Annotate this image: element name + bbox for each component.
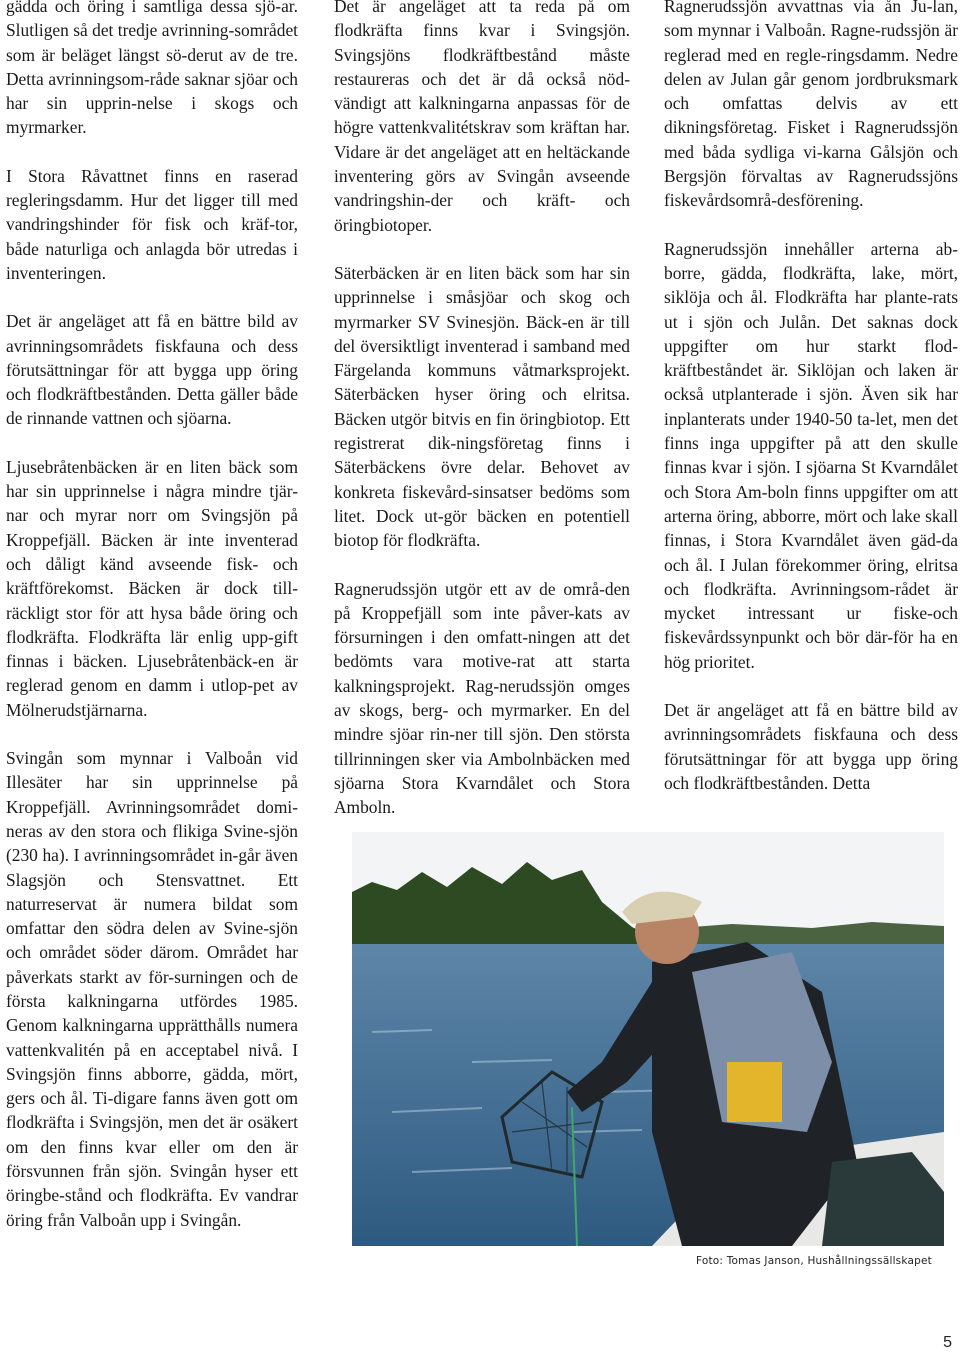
- photo-illustration: [352, 832, 944, 1246]
- page-number: 5: [943, 1334, 952, 1351]
- text-column-middle: [334, 0, 630, 844]
- paragraph: Svingån som mynnar i Valboån vid Illesäter har sin upprinnelse på Kroppefjäll. Avrinningsområdet domi-neras av den stora och flikiga Svine-sjön (230 ha). I avrinningsområdet in-går även Slagsjön och Stensvattnet. Ett naturreservat är numera bildat som omfattar den södra delen av Svine-sjön och området söder därom. Området har påverkats starkt av för-surningen och de första kalkningarna utfördes 1985. Genom kalkningarna upprätthålls numera vattenkvalitén på en acceptabel nivå. I Svingsjön finns abborre, gädda, mört, gers och ål. Ti-digare fanns även gott om flodkräfta i Svingsjön, men det är osäkert om den finns kvar eller om den är försvunnen från sjön. Svingån hyser ett öringbe-stånd och flodkräfta. Ev vandrar öring från Valboån upp i Svingån.: [6, 748, 298, 1230]
- photo-fisherman-with-crayfish-trap: [352, 832, 944, 1246]
- text-column-right: [664, 0, 958, 819]
- paragraph: Ragnerudssjön avvattnas via ån Ju-lan, som mynnar i Valboån. Ragne-rudssjön är reglerad med en regle-ringsdamm. Nedre delen av Julan går genom jordbruksmark och omfattas delvis av ett dikningsföretag. Fisket i Ragnerudssjön med båda sydliga vi-karna Gålsjön och Bergsjön förvaltas av Ragnerudssjöns fiskevårdsområ-desförening.: [664, 0, 958, 211]
- paragraph: I Stora Råvattnet finns en raserad regleringsdamm. Hur det ligger till med vandringshinder för fisk och kräf-tor, både naturliga och anlagda bör utredas i inventeringen.: [6, 165, 298, 283]
- life-vest-yellow-panel: [727, 1062, 782, 1122]
- paragraph: Det är angeläget att få en bättre bild av avrinningsområdets fiskfauna och dess förutsättningar för att bygga upp öring och flodkräftbestånden. Detta gäller både de rinnande vattnen och sjöarna.: [6, 311, 298, 429]
- paragraph: Ragnerudssjön innehåller arterna ab-borre, gädda, flodkräfta, lake, mört, siklöja och ål. Flodkräfta har plante-rats ut i sjön och Julån. Det saknas dock uppgifter om hur starkt flod-kräftbeståndet är. Siklöjan och laken är också utplanterade i sjön. Även sik har inplanterats under 1940-50 ta-let, men det finns inga uppgifter på att den skulle finnas kvar i sjön. I sjöarna St Kvarndålet och Stora Am-boln finns uppgifter om att arterna öring, abborre, mört och lake skall finnas, i Stora Kvarndålet även gäd-da och ål. I Julan förekommer öring, elritsa och flodkräfta. Avrinningsom-rådet är mycket intressant ur fiske-och fiskevårdssynpunkt och bör där-för ha en hög prioritet.: [664, 238, 958, 672]
- paragraph: Ljusebråtenbäcken är en liten bäck som har sin upprinnelse i några mindre tjär-nar och myrar norr om Svingsjön på Kroppefjäll. Bäcken är inte inventerad och dåligt känd avseende fisk- och kräftförekomst. Bäcken är dock till-räckligt stor för att hysa både öring och flodkräfta. Flodkräfta lär enlig upp-gift finnas i bäcken. Ljusebråtenbäck-en är reglerad genom en damm i utlop-pet av Mölnerudstjärnarna.: [6, 456, 298, 720]
- photo-caption: Foto: Tomas Janson, Hushållningssällskapet: [696, 1255, 932, 1267]
- paragraph: Säterbäcken är en liten bäck som har sin upprinnelse i småsjöar och skog och myrmarker SV Svinesjön. Bäck-en är till del översiktligt inventerad i samband med Färgelanda kommuns våtmarksprojekt. Säterbäcken hyser öring och elritsa. Bäcken utgör bitvis en fin öringbiotop. Ett registrerat dik-ningsföretag finns i Säterbäckens övre delar. Behovet av konkreta fiskevård-sinsatser bedöms som litet. Dock ut-gör bäcken en potentiell biotop för flodkräfta.: [334, 262, 630, 551]
- paragraph: gädda och öring i samtliga dessa sjö-ar. Slutligen så det tredje avrinning-sområdet som är beläget längst sö-derut av de tre. Detta avrinningsom-råde saknar sjöar och har sin upprin-nelse i skogs och myrmarker.: [6, 0, 298, 138]
- paragraph: Ragnerudssjön utgör ett av de områ-den på Kroppefjäll som inte påver-kats av försurningen i den omfatt-ningen att det bedömts vara motive-rat att starta kalkningsprojekt. Rag-nerudssjön omges av skogs, berg- och myrmarker. En del mindre sjöar rin-ner till sjön. Den största tillrinningen sker via Ambolnbäcken med sjöarna Stora Kvarndålet och Stora Amboln.: [334, 578, 630, 818]
- paragraph: Det är angeläget att få en bättre bild av avrinningsområdets fiskfauna och dess förutsättningar för att bygga upp öring och flodkräftbestånden. Detta: [664, 700, 958, 793]
- paragraph: Det är angeläget att ta reda på om flodkräfta finns kvar i Svingsjön. Svingsjöns flodkräftbestånd måste restaureras och det är då också nöd-vändigt att kalkningarna anpassas för de högre vattenkvalitétskrav som kräftan har. Vidare är det angeläget att en heltäckande inventering görs av Svingån avseende vandringshin-der och kräft- och öringbiotoper.: [334, 0, 630, 235]
- text-column-left: [6, 0, 298, 1256]
